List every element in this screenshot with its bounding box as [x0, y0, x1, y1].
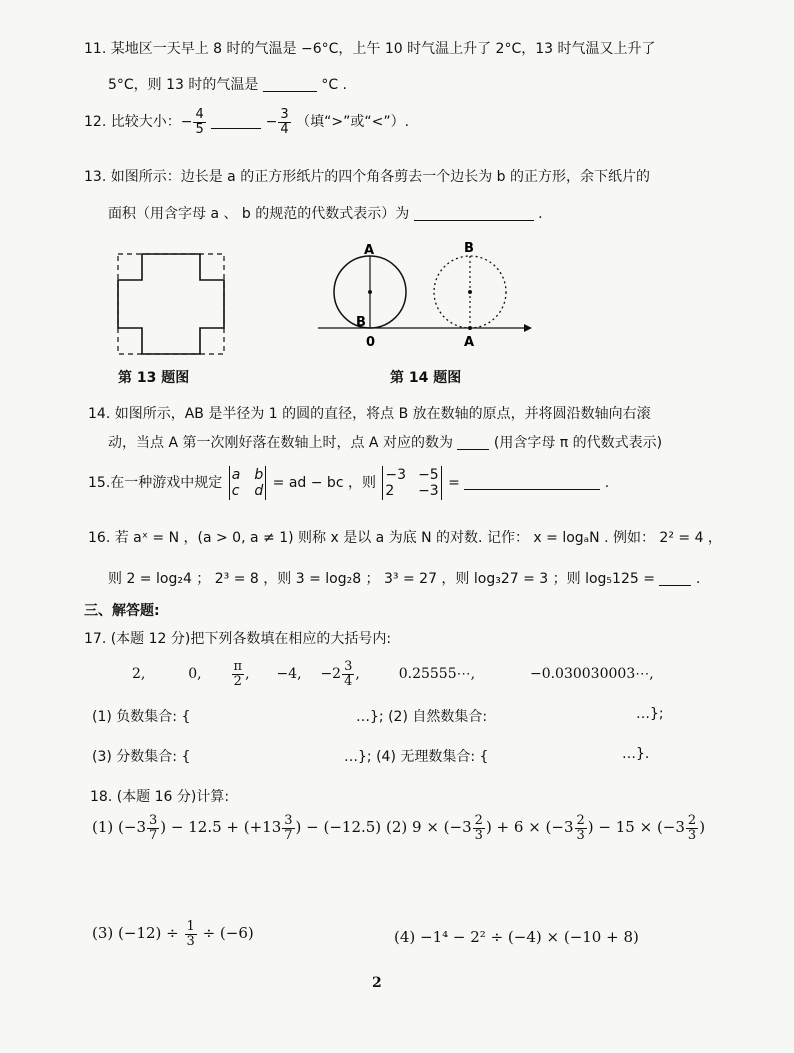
q18-part-2-label: (2) [386, 818, 408, 837]
q15-equals: = [448, 475, 460, 491]
q13-line2 [108, 203, 543, 223]
figure-14-rolling-circle [312, 240, 532, 352]
q17-mixed-whole: −2 [320, 666, 342, 683]
q18-part-1-label: (1) [92, 818, 114, 837]
q13-text-2: 面积（用含字母 a 、 b 的规范的代数式表示）为 [108, 206, 410, 222]
figure-14-caption: 第 14 题图 [390, 370, 462, 386]
q12-suffix: （填“>”或“<”）. [296, 114, 410, 131]
q17-set-1-label: (1) 负数集合: { [92, 709, 191, 725]
q18-part-1: (1) (−3 $\frac{3}{7}$ ) − 12.5 + (+13 $\frac{3}{7}$ ) − (−12.5) [92, 813, 382, 843]
q17-set-4-end: …}. [622, 746, 650, 762]
q12-minus: − [265, 114, 278, 131]
q17-number-pi-over-2: $\frac{\pi}{2}$ [233, 659, 243, 689]
q17-set-3-label: (3) 分数集合: { [92, 749, 191, 765]
q11-line2 [108, 74, 347, 94]
q11-line1 [84, 38, 656, 58]
q15-determinant-definition: a b c d [227, 466, 268, 500]
q15-determinant-values: −3 −5 2 −3 [380, 466, 443, 500]
q16-line2 [108, 568, 700, 588]
q17-set-2-end: …}; [636, 706, 664, 722]
q17-number-2: 0, [188, 666, 202, 683]
q15-formula: = ad − bc ，则 [272, 475, 376, 491]
q13-text: 如图所示：边长是 a 的正方形纸片的四个角各剪去一个边长为 b 的正方形，余下纸片的 [110, 169, 650, 185]
q14-line1 [88, 403, 651, 423]
q18-part-3-label: (3) [92, 924, 114, 943]
q14-text: 如图所示，AB 是半径为 1 的圆的直径，将点 B 放在数轴的原点，并将圆沿数轴向右滚 [114, 406, 651, 422]
q17-set-3-end: …}; (4) 无理数集合: { [344, 749, 489, 765]
q15-end: . [604, 475, 610, 491]
q11-answer-blank[interactable] [263, 77, 317, 92]
q17-number-6: 0.25555⋯, [398, 666, 476, 683]
section-3-title: 三、解答题: [84, 603, 160, 619]
q12-fraction-1: $\frac{4}{5}$ [195, 107, 204, 137]
q17-set-3[interactable] [92, 746, 190, 766]
q17-number-7: −0.030030003⋯, [529, 666, 654, 683]
q18-part-3: (3) (−12) ÷ $\frac{1}{3}$ ÷ (−6) [92, 919, 254, 949]
q13-line1 [84, 166, 650, 186]
q18-part-2: (2) 9 × (−3 $\frac{2}{3}$ ) + 6 × (−3 $\frac{2}{3}$ ) − 15 × (−3 $\frac{2}{3}$ ) [386, 813, 706, 843]
q16-text-2: 则 2 = log₂4 ； 2³ = 8 ，则 3 = log₂8 ； 3³ = 27 ，则 log₃27 = 3 ；则 log₅125 = [108, 571, 655, 587]
q17-set-1[interactable] [92, 706, 190, 726]
q12-answer-blank[interactable] [211, 114, 261, 129]
q16-text: 若 aˣ = N ，(a > 0, a ≠ 1) 则称 x 是以 a 为底 N 的对数. 记作： x = logₐN . 例如： 2² = 4 ， [114, 530, 722, 546]
q14-hint: (用含字母 π 的代数式表示) [493, 435, 663, 451]
q14-answer-blank[interactable] [457, 435, 489, 450]
q17-number-1: 2, [132, 666, 146, 683]
q14-line2 [108, 432, 662, 452]
q17-set-1-end: …}; (2) 自然数集合: [356, 709, 488, 725]
q16-number: 16. [88, 530, 111, 546]
q13-answer-blank[interactable] [414, 206, 534, 221]
page-number: 2 [372, 975, 382, 991]
figure-13-cross-shape [112, 250, 232, 360]
q11-text: 某地区一天早上 8 时的气温是 −6°C，上午 10 时气温上升了 2°C，13 时气温又上升了 [110, 41, 656, 57]
q13-number: 13. [84, 169, 107, 185]
q14-text-2: 动，当点 A 第一次刚好落在数轴上时，点 A 对应的数为 [108, 435, 453, 451]
q17-set-4-label: (4) 无理数集合: { [376, 749, 489, 765]
q18-part-4: (4) −1⁴ − 2² ÷ (−4) × (−10 + 8) [394, 928, 639, 946]
q12-fraction-2: $\frac{3}{4}$ [280, 107, 289, 137]
q11-number: 11. [84, 41, 107, 57]
figure-13-caption: 第 13 题图 [118, 370, 190, 386]
q17-numbers: 2, 0, $\frac{\pi}{2}$ , −4, −2 $\frac{3}{4}$ , 0.25555⋯, −0.030030003⋯, [132, 659, 654, 689]
figure-14-label-b-bottom: B [356, 315, 366, 330]
q17-set-2-label: (2) 自然数集合: [388, 709, 488, 725]
q13-end: . [538, 206, 543, 222]
q11-text-2: 5°C，则 13 时的气温是 [108, 77, 259, 93]
q12-number: 12. [84, 114, 107, 131]
q12-prefix: 比较大小：− [110, 114, 193, 131]
q16-end: . [695, 571, 701, 587]
q12-line [84, 108, 409, 136]
q15-text: 在一种游戏中规定 [110, 475, 223, 491]
q18-title: 18. (本题 16 分)计算: [90, 789, 230, 805]
q11-unit: °C . [321, 77, 347, 93]
q16-answer-blank[interactable] [659, 571, 691, 586]
q15-line [88, 466, 609, 500]
q15-number: 15. [88, 475, 111, 491]
figure-14-label-a-axis: A [464, 335, 475, 350]
figure-14-label-b-top: B [464, 241, 474, 256]
figure-14-label-origin: 0 [366, 335, 376, 350]
q18-part-4-label: (4) [394, 928, 416, 946]
q16-line1 [88, 527, 722, 547]
q17-number-4: −4, [276, 666, 302, 683]
q17-mixed-fraction: $\frac{3}{4}$ [344, 659, 353, 689]
q14-number: 14. [88, 406, 111, 422]
q17-title: 17. (本题 12 分)把下列各数填在相应的大括号内: [84, 631, 392, 647]
figure-14-label-a-top: A [364, 243, 375, 258]
q15-answer-blank[interactable] [464, 475, 600, 490]
